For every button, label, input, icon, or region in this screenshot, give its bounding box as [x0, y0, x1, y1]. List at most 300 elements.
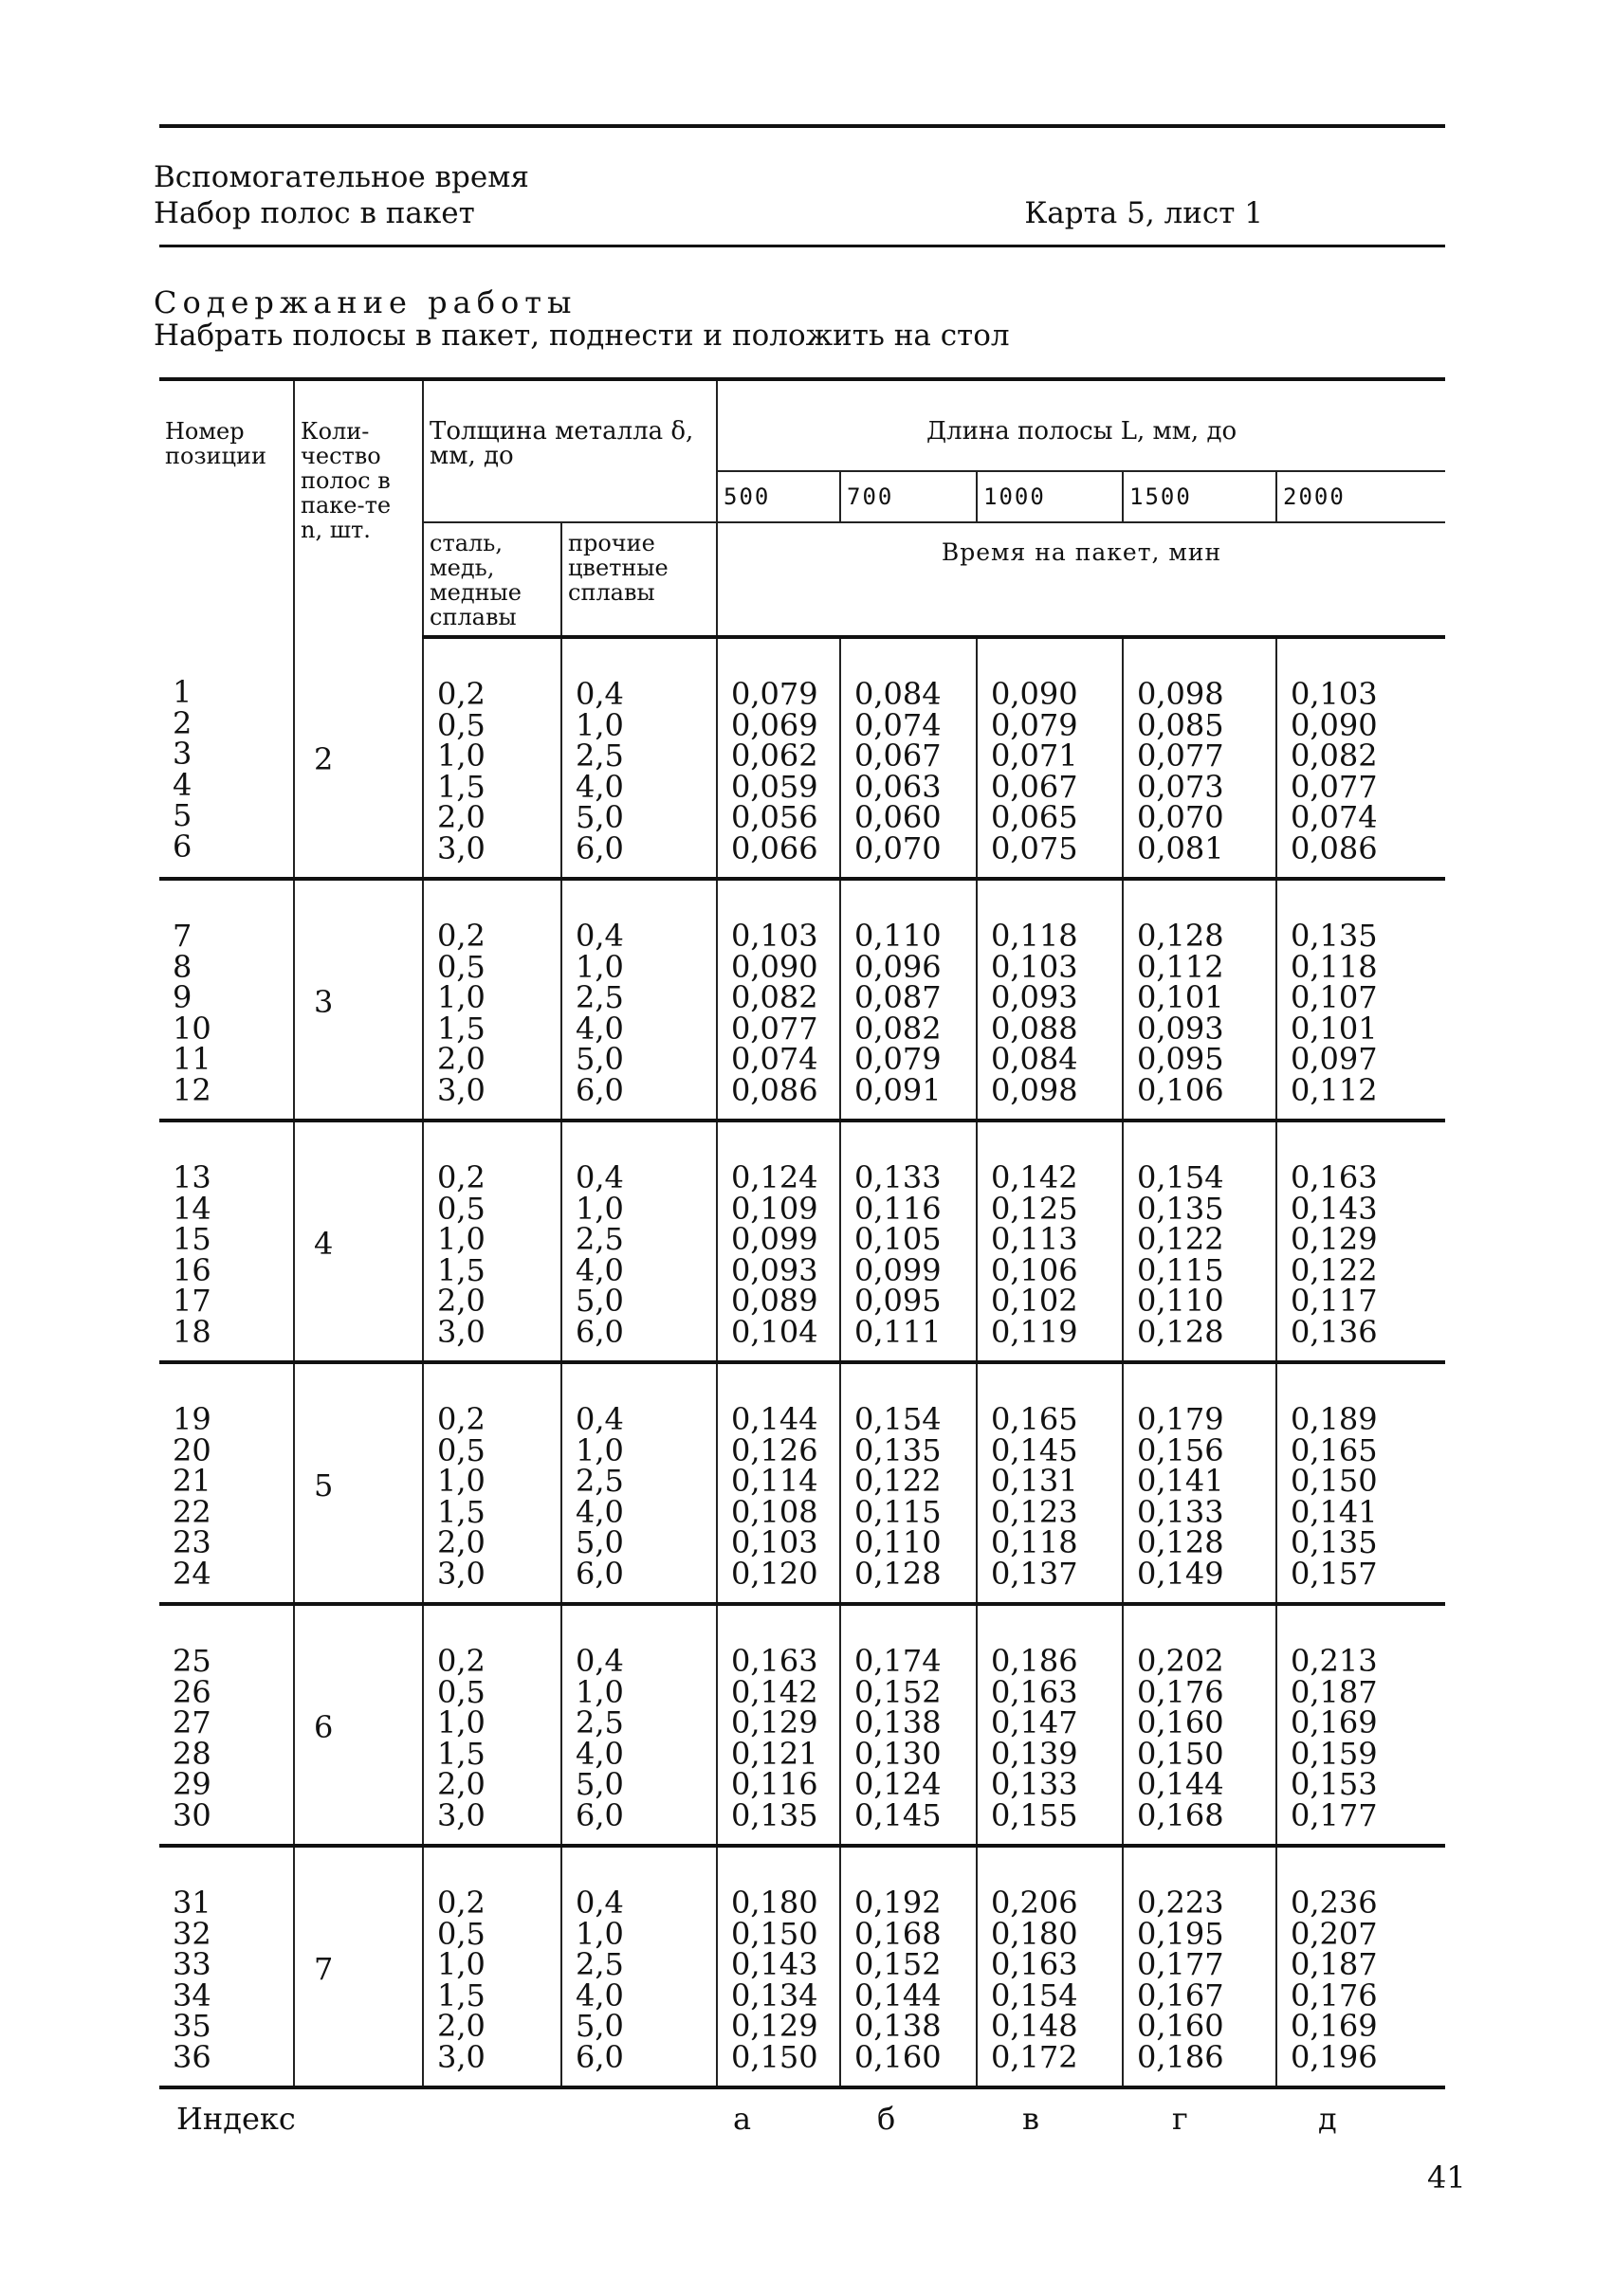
- cell-value: 0,120: [731, 1555, 818, 1592]
- cell-value: 3,0: [437, 1071, 486, 1108]
- cell-value: 0,086: [731, 1071, 818, 1108]
- cell-value: 19: [173, 1401, 211, 1437]
- cell-value: 0,129: [1291, 1221, 1378, 1257]
- time-2000-cell: [1276, 1604, 1445, 1846]
- cell-value: 2,5: [576, 979, 624, 1015]
- cell-value: 2,5: [576, 1704, 624, 1740]
- cell-value: 33: [173, 1946, 211, 1982]
- time-700-cell: [840, 1846, 977, 2087]
- cell-value: 0,077: [1291, 768, 1378, 805]
- index-v: в: [1022, 2101, 1040, 2137]
- cell-value: 0,4: [576, 676, 624, 712]
- col-thickness-header: Толщина металла δ, мм, до: [423, 379, 717, 522]
- header-rule: [159, 245, 1445, 247]
- cell-value: 0,2: [437, 918, 486, 954]
- count-cell: 3: [294, 879, 423, 1121]
- index-d: д: [1318, 2101, 1337, 2137]
- cell-value: 1,0: [437, 1221, 486, 1257]
- index-row: [159, 2101, 1445, 2148]
- other-thickness-cell: [561, 1846, 717, 2087]
- cell-value: 0,133: [1137, 1493, 1224, 1530]
- cell-value: 0,122: [1291, 1251, 1378, 1288]
- cell-value: 8: [173, 948, 192, 985]
- cell-value: 0,145: [991, 1431, 1078, 1468]
- cell-value: 0,174: [854, 1643, 942, 1679]
- cell-value: 0,098: [1137, 676, 1224, 712]
- cell-value: 0,119: [991, 1313, 1078, 1350]
- cell-value: 6,0: [576, 1313, 624, 1350]
- time-700-cell: [840, 1362, 977, 1604]
- position-cell: [159, 1604, 294, 1846]
- cell-value: 3,0: [437, 1796, 486, 1833]
- cell-value: 2,5: [576, 738, 624, 774]
- cell-value: 0,075: [991, 829, 1078, 866]
- cell-value: 0,172: [991, 2038, 1078, 2075]
- cell-value: 0,177: [1137, 1946, 1224, 1982]
- cell-value: 0,143: [1291, 1190, 1378, 1227]
- cell-value: 0,124: [854, 1766, 942, 1802]
- cell-value: 0,067: [991, 768, 1078, 805]
- time-1500-cell: [1123, 879, 1276, 1121]
- cell-value: 0,5: [437, 1190, 486, 1227]
- cell-value: 1,5: [437, 1251, 486, 1288]
- cell-value: 1,5: [437, 1977, 486, 2014]
- cell-value: 1,0: [437, 1704, 486, 1740]
- cell-value: 0,131: [991, 1463, 1078, 1499]
- cell-value: 0,077: [1137, 738, 1224, 774]
- cell-value: 0,112: [1137, 948, 1224, 985]
- cell-value: 23: [173, 1524, 211, 1560]
- cell-value: 0,070: [854, 829, 942, 866]
- time-1000-cell: [977, 879, 1123, 1121]
- cell-value: 0,084: [991, 1041, 1078, 1077]
- cell-value: 0,154: [854, 1401, 942, 1437]
- cell-value: 0,099: [731, 1221, 818, 1257]
- cell-value: 0,130: [854, 1735, 942, 1772]
- index-g: г: [1172, 2101, 1188, 2137]
- cell-value: 4,0: [576, 1010, 624, 1047]
- cell-value: 0,187: [1291, 1673, 1378, 1710]
- cell-value: 0,133: [854, 1159, 942, 1195]
- cell-value: 0,111: [854, 1313, 942, 1350]
- cell-value: 3,0: [437, 1313, 486, 1350]
- cell-value: 0,121: [731, 1735, 818, 1772]
- cell-value: 0,163: [731, 1643, 818, 1679]
- time-500-cell: [717, 1121, 840, 1362]
- cell-value: 3,0: [437, 1555, 486, 1592]
- time-1000-cell: [977, 637, 1123, 879]
- cell-value: 0,139: [991, 1735, 1078, 1772]
- time-1000-cell: [977, 1604, 1123, 1846]
- cell-value: 0,157: [1291, 1555, 1378, 1592]
- cell-value: 0,207: [1291, 1915, 1378, 1952]
- cell-value: 0,128: [854, 1555, 942, 1592]
- cell-value: 1,0: [576, 1915, 624, 1952]
- cell-value: 0,062: [731, 738, 818, 774]
- cell-value: 0,099: [854, 1251, 942, 1288]
- time-2000-cell: [1276, 1846, 1445, 2087]
- cell-value: 0,125: [991, 1190, 1078, 1227]
- cell-value: 20: [173, 1431, 211, 1468]
- cell-value: 0,2: [437, 1885, 486, 1921]
- cell-value: 0,082: [1291, 738, 1378, 774]
- cell-value: 0,114: [731, 1463, 818, 1499]
- cell-value: 6: [173, 828, 192, 865]
- cell-value: 0,160: [854, 2038, 942, 2075]
- cell-value: 1,5: [437, 1010, 486, 1047]
- cell-value: 5,0: [576, 2008, 624, 2044]
- cell-value: 36: [173, 2038, 211, 2075]
- cell-value: 1,0: [437, 1946, 486, 1982]
- cell-value: 7: [173, 918, 192, 954]
- cell-value: 0,5: [437, 706, 486, 743]
- cell-value: 0,4: [576, 1159, 624, 1195]
- table-row: [159, 637, 1445, 879]
- cell-value: 0,195: [1137, 1915, 1224, 1952]
- cell-value: 5: [173, 797, 192, 833]
- cell-value: 0,088: [991, 1010, 1078, 1047]
- time-500-cell: [717, 879, 840, 1121]
- cell-value: 0,142: [731, 1673, 818, 1710]
- cell-value: 5,0: [576, 1283, 624, 1319]
- cell-value: 0,118: [1291, 948, 1378, 985]
- cell-value: 2,0: [437, 2008, 486, 2044]
- cell-value: 0,105: [854, 1221, 942, 1257]
- cell-value: 2,5: [576, 1221, 624, 1257]
- cell-value: 0,153: [1291, 1766, 1378, 1802]
- col-length-header: Длина полосы L, мм, до: [717, 379, 1445, 471]
- cell-value: 0,192: [854, 1885, 942, 1921]
- cell-value: 4,0: [576, 768, 624, 805]
- time-1000-cell: [977, 1121, 1123, 1362]
- cell-value: 0,103: [991, 948, 1078, 985]
- table-row: [159, 1121, 1445, 1362]
- cell-value: 2,0: [437, 1766, 486, 1802]
- cell-value: 0,070: [1137, 799, 1224, 835]
- cell-value: 0,165: [1291, 1431, 1378, 1468]
- count-cell: 7: [294, 1846, 423, 2087]
- cell-value: 21: [173, 1463, 211, 1499]
- cell-value: 32: [173, 1915, 211, 1952]
- cell-value: 0,096: [854, 948, 942, 985]
- cell-value: 0,112: [1291, 1071, 1378, 1108]
- cell-value: 0,108: [731, 1493, 818, 1530]
- table-row: [159, 1846, 1445, 2087]
- cell-value: 13: [173, 1159, 211, 1195]
- length-1500: 1500: [1123, 471, 1276, 522]
- cell-value: 0,2: [437, 1159, 486, 1195]
- time-1000-cell: [977, 1846, 1123, 2087]
- cell-value: 0,5: [437, 948, 486, 985]
- cell-value: 0,223: [1137, 1885, 1224, 1921]
- cell-value: 0,163: [991, 1946, 1078, 1982]
- cell-value: 0,118: [991, 918, 1078, 954]
- cell-value: 0,059: [731, 768, 818, 805]
- cell-value: 1,0: [576, 706, 624, 743]
- cell-value: 9: [173, 979, 192, 1015]
- cell-value: 0,144: [1137, 1766, 1224, 1802]
- cell-value: 0,206: [991, 1885, 1078, 1921]
- cell-value: 0,116: [731, 1766, 818, 1802]
- other-thickness-cell: [561, 1121, 717, 1362]
- cell-value: 2,0: [437, 1283, 486, 1319]
- cell-value: 0,090: [1291, 706, 1378, 743]
- cell-value: 4,0: [576, 1251, 624, 1288]
- cell-value: 4,0: [576, 1977, 624, 2014]
- cell-value: 0,4: [576, 1885, 624, 1921]
- cell-value: 1,0: [576, 1673, 624, 1710]
- cell-value: 0,085: [1137, 706, 1224, 743]
- cell-value: 6,0: [576, 1555, 624, 1592]
- cell-value: 0,167: [1137, 1977, 1224, 2014]
- index-label: Индекс: [176, 2101, 296, 2137]
- cell-value: 0,202: [1137, 1643, 1224, 1679]
- cell-value: 1,0: [437, 738, 486, 774]
- cell-value: 0,163: [991, 1673, 1078, 1710]
- length-500: 500: [717, 471, 840, 522]
- cell-value: 3,0: [437, 829, 486, 866]
- cell-value: 0,128: [1137, 1313, 1224, 1350]
- cell-value: 1: [173, 674, 192, 710]
- cell-value: 0,150: [731, 1915, 818, 1952]
- time-1500-cell: [1123, 1846, 1276, 2087]
- cell-value: 0,155: [991, 1796, 1078, 1833]
- cell-value: 0,141: [1137, 1463, 1224, 1499]
- cell-value: 0,095: [854, 1283, 942, 1319]
- table-row: [159, 1362, 1445, 1604]
- cell-value: 0,135: [854, 1431, 942, 1468]
- length-2000: 2000: [1276, 471, 1445, 522]
- cell-value: 5,0: [576, 1041, 624, 1077]
- cell-value: 0,148: [991, 2008, 1078, 2044]
- position-cell: [159, 1121, 294, 1362]
- cell-value: 0,150: [1137, 1735, 1224, 1772]
- position-cell: [159, 637, 294, 879]
- cell-value: 0,137: [991, 1555, 1078, 1592]
- cell-value: 0,106: [991, 1251, 1078, 1288]
- cell-value: 2,0: [437, 799, 486, 835]
- col-position-header: Номер позиции: [159, 379, 294, 637]
- cell-value: 0,135: [731, 1796, 818, 1833]
- steel-thickness-cell: [423, 637, 561, 879]
- time-2000-cell: [1276, 1362, 1445, 1604]
- cell-value: 2,5: [576, 1463, 624, 1499]
- cell-value: 0,077: [731, 1010, 818, 1047]
- card-label: Карта 5, лист 1: [1024, 196, 1263, 230]
- cell-value: 0,101: [1291, 1010, 1378, 1047]
- cell-value: 0,143: [731, 1946, 818, 1982]
- cell-value: 5,0: [576, 799, 624, 835]
- cell-value: 22: [173, 1493, 211, 1530]
- cell-value: 0,093: [991, 979, 1078, 1015]
- cell-value: 5,0: [576, 1524, 624, 1560]
- cell-value: 0,145: [854, 1796, 942, 1833]
- cell-value: 0,123: [991, 1493, 1078, 1530]
- cell-value: 1,0: [576, 948, 624, 985]
- other-thickness-cell: [561, 879, 717, 1121]
- time-700-cell: [840, 1604, 977, 1846]
- cell-value: 0,180: [731, 1885, 818, 1921]
- cell-value: 0,165: [991, 1401, 1078, 1437]
- time-1500-cell: [1123, 1362, 1276, 1604]
- cell-value: 0,152: [854, 1946, 942, 1982]
- time-2000-cell: [1276, 637, 1445, 879]
- other-thickness-cell: [561, 637, 717, 879]
- cell-value: 0,116: [854, 1190, 942, 1227]
- other-thickness-cell: [561, 1362, 717, 1604]
- cell-value: 0,097: [1291, 1041, 1378, 1077]
- cell-value: 31: [173, 1885, 211, 1921]
- cell-value: 0,5: [437, 1673, 486, 1710]
- cell-value: 0,079: [991, 706, 1078, 743]
- cell-value: 0,169: [1291, 1704, 1378, 1740]
- index-a: а: [733, 2101, 752, 2137]
- cell-value: 24: [173, 1555, 211, 1592]
- cell-value: 0,141: [1291, 1493, 1378, 1530]
- time-1500-cell: [1123, 1604, 1276, 1846]
- cell-value: 0,067: [854, 738, 942, 774]
- cell-value: 0,152: [854, 1673, 942, 1710]
- cell-value: 14: [173, 1190, 211, 1227]
- cell-value: 0,134: [731, 1977, 818, 2014]
- length-1000: 1000: [977, 471, 1123, 522]
- col-count-header: Коли-чество полос в паке-те n, шт.: [294, 379, 423, 637]
- cell-value: 0,4: [576, 1643, 624, 1679]
- time-1500-cell: [1123, 637, 1276, 879]
- cell-value: 0,2: [437, 1643, 486, 1679]
- cell-value: 0,179: [1137, 1401, 1224, 1437]
- cell-value: 0,122: [854, 1463, 942, 1499]
- cell-value: 0,196: [1291, 2038, 1378, 2075]
- header-subtitle: Набор полос в пакет: [154, 196, 475, 230]
- cell-value: 0,079: [731, 676, 818, 712]
- count-cell: 6: [294, 1604, 423, 1846]
- cell-value: 26: [173, 1673, 211, 1710]
- cell-value: 0,128: [1137, 918, 1224, 954]
- cell-value: 16: [173, 1251, 211, 1288]
- cell-value: 0,186: [1137, 2038, 1224, 2075]
- cell-value: 0,169: [1291, 2008, 1378, 2044]
- cell-value: 0,091: [854, 1071, 942, 1108]
- cell-value: 0,187: [1291, 1946, 1378, 1982]
- time-2000-cell: [1276, 879, 1445, 1121]
- cell-value: 0,135: [1137, 1190, 1224, 1227]
- cell-value: 0,160: [1137, 2008, 1224, 2044]
- cell-value: 5,0: [576, 1766, 624, 1802]
- cell-value: 0,073: [1137, 768, 1224, 805]
- cell-value: 1,5: [437, 1735, 486, 1772]
- cell-value: 0,128: [1137, 1524, 1224, 1560]
- cell-value: 0,149: [1137, 1555, 1224, 1592]
- col-steel-header: сталь, медь, медные сплавы: [423, 522, 561, 637]
- cell-value: 0,150: [731, 2038, 818, 2075]
- steel-thickness-cell: [423, 1846, 561, 2087]
- cell-value: 0,159: [1291, 1735, 1378, 1772]
- cell-value: 0,180: [991, 1915, 1078, 1952]
- cell-value: 0,056: [731, 799, 818, 835]
- cell-value: 0,133: [991, 1766, 1078, 1802]
- cell-value: 0,082: [731, 979, 818, 1015]
- cell-value: 0,095: [1137, 1041, 1224, 1077]
- cell-value: 0,089: [731, 1283, 818, 1319]
- cell-value: 0,090: [731, 948, 818, 985]
- time-1000-cell: [977, 1362, 1123, 1604]
- cell-value: 25: [173, 1643, 211, 1679]
- cell-value: 0,071: [991, 738, 1078, 774]
- cell-value: 0,115: [1137, 1251, 1224, 1288]
- cell-value: 0,135: [1291, 1524, 1378, 1560]
- cell-value: 2,5: [576, 1946, 624, 1982]
- cell-value: 30: [173, 1796, 211, 1833]
- count-cell: 4: [294, 1121, 423, 1362]
- cell-value: 29: [173, 1766, 211, 1802]
- cell-value: 0,189: [1291, 1401, 1378, 1437]
- steel-thickness-cell: [423, 1121, 561, 1362]
- cell-value: 0,156: [1137, 1431, 1224, 1468]
- cell-value: 0,163: [1291, 1159, 1378, 1195]
- count-cell: 2: [294, 637, 423, 879]
- header-title: Вспомогательное время: [154, 160, 529, 194]
- cell-value: 0,117: [1291, 1283, 1378, 1319]
- cell-value: 15: [173, 1221, 211, 1257]
- cell-value: 0,124: [731, 1159, 818, 1195]
- cell-value: 0,154: [1137, 1159, 1224, 1195]
- content-text: Набрать полосы в пакет, поднести и положить на стол: [154, 319, 1010, 353]
- count-cell: 5: [294, 1362, 423, 1604]
- cell-value: 0,084: [854, 676, 942, 712]
- header: [154, 159, 1263, 231]
- time-700-cell: [840, 1121, 977, 1362]
- cell-value: 0,066: [731, 829, 818, 866]
- cell-value: 0,103: [731, 918, 818, 954]
- cell-value: 4,0: [576, 1735, 624, 1772]
- time-2000-cell: [1276, 1121, 1445, 1362]
- cell-value: 1,5: [437, 768, 486, 805]
- cell-value: 0,110: [1137, 1283, 1224, 1319]
- cell-value: 0,176: [1137, 1673, 1224, 1710]
- cell-value: 35: [173, 2008, 211, 2044]
- table-row: [159, 1604, 1445, 1846]
- cell-value: 0,138: [854, 1704, 942, 1740]
- cell-value: 0,087: [854, 979, 942, 1015]
- cell-value: 0,098: [991, 1071, 1078, 1108]
- col-other-header: прочие цветные сплавы: [561, 522, 717, 637]
- cell-value: 1,0: [437, 1463, 486, 1499]
- cell-value: 0,186: [991, 1643, 1078, 1679]
- cell-value: 0,101: [1137, 979, 1224, 1015]
- cell-value: 0,138: [854, 2008, 942, 2044]
- cell-value: 0,107: [1291, 979, 1378, 1015]
- cell-value: 1,0: [437, 979, 486, 1015]
- cell-value: 0,144: [731, 1401, 818, 1437]
- cell-value: 17: [173, 1283, 211, 1319]
- cell-value: 1,0: [576, 1190, 624, 1227]
- cell-value: 0,136: [1291, 1313, 1378, 1350]
- cell-value: 0,160: [1137, 1704, 1224, 1740]
- cell-value: 0,106: [1137, 1071, 1224, 1108]
- cell-value: 0,129: [731, 2008, 818, 2044]
- cell-value: 0,122: [1137, 1221, 1224, 1257]
- cell-value: 0,079: [854, 1041, 942, 1077]
- table-row: [159, 879, 1445, 1121]
- cell-value: 3: [173, 736, 192, 772]
- cell-value: 27: [173, 1704, 211, 1740]
- top-rule: [159, 124, 1445, 128]
- time-500-cell: [717, 1604, 840, 1846]
- cell-value: 0,142: [991, 1159, 1078, 1195]
- cell-value: 0,082: [854, 1010, 942, 1047]
- position-cell: [159, 879, 294, 1121]
